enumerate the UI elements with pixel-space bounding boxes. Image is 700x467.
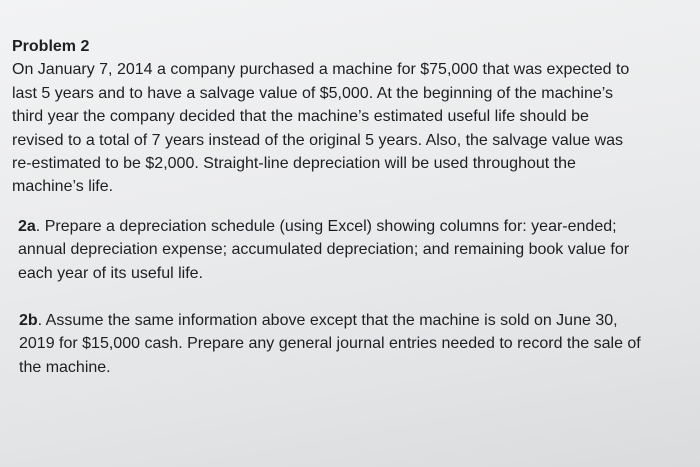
problem-line: third year the company decided that the machine’s estimated useful life should be	[12, 108, 589, 126]
part-2a-line	[18, 215, 629, 238]
problem-line: last 5 years and to have a salvage value of $5,000. At the beginning of the machine’s	[12, 84, 614, 102]
part-2b-label: 2b	[19, 312, 38, 329]
part-2b	[19, 309, 641, 379]
part-2a-line: annual depreciation expense; accumulated depreciation; and remaining book value for	[18, 241, 630, 259]
part-2b-line: 2019 for $15,000 cash. Prepare any general journal entries needed to record the sale of	[19, 335, 641, 353]
part-2a-label: 2a	[18, 218, 36, 235]
part-2a-line: each year of its useful life.	[18, 264, 203, 282]
problem-title: Problem 2	[12, 38, 90, 55]
part-2b-text: . Assume the same information above except that the machine is sold on June 30,	[37, 312, 618, 329]
problem-line: revised to a total of 7 years instead of the original 5 years. Also, the salvage value was	[12, 131, 624, 149]
problem-line: On January 7, 2014 a company purchased a machine for $75,000 that was expected to	[12, 61, 630, 79]
problem-line: re-estimated to be $2,000. Straight-line depreciation will be used throughout the	[12, 154, 576, 172]
part-2b-line	[19, 309, 641, 332]
part-2b-line: the machine.	[19, 358, 111, 376]
part-2a	[18, 215, 629, 285]
part-2a-text: . Prepare a depreciation schedule (using Excel) showing columns for: year-ended;	[35, 218, 617, 235]
problem-line: machine’s life.	[12, 178, 114, 196]
problem-statement	[12, 35, 629, 199]
